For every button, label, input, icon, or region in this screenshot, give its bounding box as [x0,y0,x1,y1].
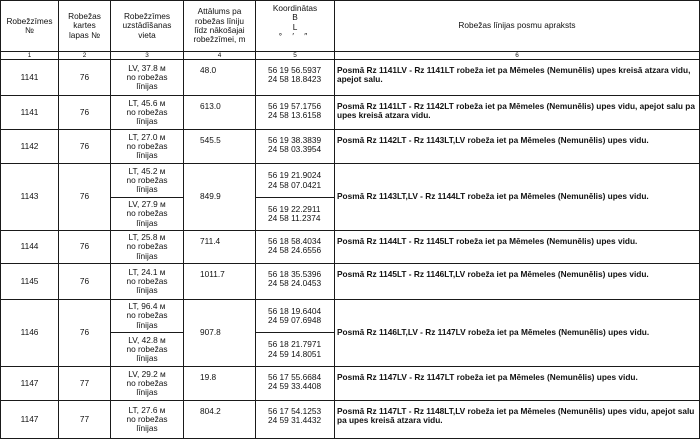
coordinates: 56 17 55.6684 24 59 33.4408 [256,367,335,401]
map-sheet: 76 [59,60,111,96]
table-row [1,164,700,198]
distance: 613.0 [184,96,256,130]
column-number: 2 [59,52,111,60]
installation-place: LV, 37.8 м no robežas līnijas [111,60,184,96]
map-sheet: 76 [59,300,111,367]
map-sheet: 77 [59,367,111,401]
segment-description: Posmā Rz 1141LV - Rz 1141LT robeža iet pa Mēmeles (Nemunēlis) upes kreisā atzara vidu, apejot salu. [335,60,700,96]
coordinates: 56 17 54.1253 24 59 31.4432 [256,401,335,439]
marker-number: 1142 [1,130,59,164]
segment-description: Posmā Rz 1144LT - Rz 1145LT robeža iet pa Mēmeles (Nemunēlis) upes vidu. [335,231,700,264]
column-number: 5 [256,52,335,60]
coordinates: 56 18 21.7971 24 59 14.8051 [256,333,335,367]
map-sheet: 76 [59,264,111,300]
installation-place: LV, 27.9 м no robežas līnijas [111,198,184,231]
column-number: 6 [335,52,700,60]
segment-description: Posmā Rz 1147LT - Rz 1148LT,LV robeža iet pa Mēmeles (Nemunēlis) upes vidu, apejot salu pa upes kreisā atzara vidu. [335,401,700,439]
marker-number: 1147 [1,401,59,439]
distance: 804.2 [184,401,256,439]
segment-description: Posmā Rz 1141LT - Rz 1142LT robeža iet pa Mēmeles (Nemunēlis) upes vidu, apejot salu pa upes kreisā atzara vidu. [335,96,700,130]
map-sheet: 76 [59,231,111,264]
installation-place: LT, 24.1 м no robežas līnijas [111,264,184,300]
marker-number: 1141 [1,60,59,96]
header-distance: Attālums pa robežas līniju līdz nākošajai robežzīmei, m [184,1,256,52]
header-marker-number: Robežzīmes № [1,1,59,52]
installation-place: LT, 27.0 м no robežas līnijas [111,130,184,164]
table-row [1,130,700,164]
distance: 48.0 [184,60,256,96]
installation-place: LT, 45.6 м no robežas līnijas [111,96,184,130]
coordinates: 56 19 38.3839 24 58 03.3954 [256,130,335,164]
distance: 19.8 [184,367,256,401]
column-number: 4 [184,52,256,60]
column-number: 1 [1,52,59,60]
map-sheet: 76 [59,130,111,164]
coordinates: 56 19 57.1756 24 58 13.6158 [256,96,335,130]
header-map-sheet: Robežas kartes lapas № [59,1,111,52]
table-row [1,300,700,333]
segment-description: Posmā Rz 1143LT,LV - Rz 1144LT robeža iet pa Mēmeles (Nemunēlis) upes vidu. [335,164,700,231]
marker-number: 1144 [1,231,59,264]
marker-number: 1143 [1,164,59,231]
map-sheet: 76 [59,164,111,231]
distance: 545.5 [184,130,256,164]
coordinates: 56 19 21.9024 24 58 07.0421 [256,164,335,198]
installation-place: LV, 29.2 м no robežas līnijas [111,367,184,401]
coordinates: 56 19 56.5937 24 58 18.8423 [256,60,335,96]
installation-place: LT, 96.4 м no robežas līnijas [111,300,184,333]
table-row [1,60,700,96]
coordinates: 56 18 58.4034 24 58 24.6556 [256,231,335,264]
distance: 849.9 [184,164,256,231]
marker-number: 1147 [1,367,59,401]
marker-number: 1146 [1,300,59,367]
distance: 711.4 [184,231,256,264]
map-sheet: 77 [59,401,111,439]
header-installation-place: Robežzīmes uzstādīšanas vieta [111,1,184,52]
coordinates: 56 19 22.2911 24 58 11.2374 [256,198,335,231]
table-row [1,367,700,401]
coordinates: 56 18 19.6404 24 59 07.6948 [256,300,335,333]
segment-description: Posmā Rz 1147LV - Rz 1147LT robeža iet pa Mēmeles (Nemunēlis) upes vidu. [335,367,700,401]
table-row [1,231,700,264]
header-coordinates: Koordinātas B L ° ′ ″ [256,1,335,52]
coordinates: 56 18 35.5396 24 58 24.0453 [256,264,335,300]
column-number: 3 [111,52,184,60]
header-row [1,1,700,52]
distance: 907.8 [184,300,256,367]
map-sheet: 76 [59,96,111,130]
table-row [1,401,700,439]
installation-place: LT, 27.6 м no robežas līnijas [111,401,184,439]
column-number-row [1,52,700,60]
installation-place: LV, 42.8 м no robežas līnijas [111,333,184,367]
marker-number: 1145 [1,264,59,300]
segment-description: Posmā Rz 1142LT - Rz 1143LT,LV robeža iet pa Mēmeles (Nemunēlis) upes vidu. [335,130,700,164]
segment-description: Posmā Rz 1145LT - Rz 1146LT,LV robeža iet pa Mēmeles (Nemunēlis) upes vidu. [335,264,700,300]
distance: 1011.7 [184,264,256,300]
installation-place: LT, 45.2 м no robežas līnijas [111,164,184,198]
table-row [1,264,700,300]
table-row [1,96,700,130]
header-description: Robežas līnijas posmu apraksts [335,1,700,52]
segment-description: Posmā Rz 1146LT,LV - Rz 1147LV robeža iet pa Mēmeles (Nemunēlis) upes vidu. [335,300,700,367]
marker-number: 1141 [1,96,59,130]
installation-place: LT, 25.8 м no robežas līnijas [111,231,184,264]
